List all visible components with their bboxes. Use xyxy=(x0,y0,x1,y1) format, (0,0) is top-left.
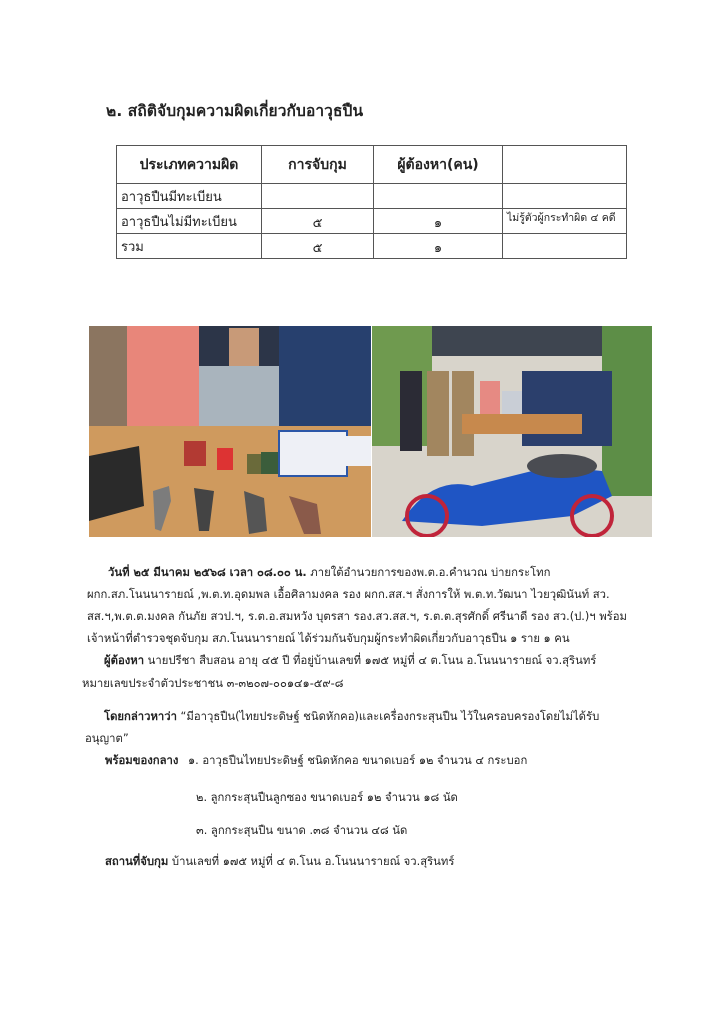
group-photo-illustration xyxy=(372,326,652,537)
cell-arrests xyxy=(262,184,374,209)
report-line-3: สส.ฯ,พ.ต.ต.มงคล กันภัย สวป.ฯ, ร.ต.อ.สมหวัง บุตรสา รอง.สว.สส.ฯ, ร.ต.ต.สุรศักดิ์ ศรีนาดี รอง สว.(ป.)ฯ พร้อม xyxy=(87,610,627,623)
firearm-stats-table xyxy=(116,145,627,259)
table-header-row xyxy=(117,146,627,184)
header-suspects: ผู้ต้องหา(คน) xyxy=(374,146,503,184)
cell-note: ไม่รู้ตัวผู้กระทำผิด ๔ คดี xyxy=(503,209,627,234)
section-heading: ๒. สถิติจับกุมความผิดเกี่ยวกับอาวุธปืน xyxy=(106,102,364,120)
evidence-line-1 xyxy=(105,750,527,772)
cell-note xyxy=(503,184,627,209)
evidence-item: ๑. อาวุธปืนไทยประดิษฐ์ ชนิดหักคอ ขนาดเบอร์ ๑๒ จำนวน ๔ กระบอก xyxy=(188,754,528,767)
group-photo xyxy=(372,326,652,537)
header-offense-type: ประเภทความผิด xyxy=(117,146,262,184)
cell-type: รวม xyxy=(117,234,262,259)
suspect-label: ผู้ต้องหา xyxy=(104,654,145,667)
cell-type: อาวุธปืนมีทะเบียน xyxy=(117,184,262,209)
cell-suspects: ๑ xyxy=(374,209,503,234)
cell-suspects xyxy=(374,184,503,209)
location-line xyxy=(105,851,454,873)
evidence-item: ๓. ลูกกระสุนปืน ขนาด .๓๘ จำนวน ๔๘ นัด xyxy=(196,824,408,837)
cell-note xyxy=(503,234,627,259)
table-row xyxy=(117,184,627,209)
header-arrests: การจับกุม xyxy=(262,146,374,184)
report-line-1 xyxy=(108,562,550,584)
suspect-line xyxy=(104,650,596,672)
suspect-text: นายปรีชา สืบสอน อายุ ๔๕ ปี ที่อยู่บ้านเลขที่ ๑๗๕ หมู่ที่ ๔ ต.โนน อ.โนนนารายณ์ จว.สุรินทร์ xyxy=(147,654,597,667)
charge-line xyxy=(104,706,599,728)
report-date: วันที่ ๒๕ มีนาคม ๒๕๖๘ เวลา ๐๘.๐๐ น. xyxy=(108,566,307,579)
cell-arrests: ๕ xyxy=(262,209,374,234)
location-text: บ้านเลขที่ ๑๗๕ หมู่ที่ ๔ ต.โนน อ.โนนนารายณ์ จว.สุรินทร์ xyxy=(171,855,455,868)
report-line-2: ผกก.สภ.โนนนารายณ์ ,พ.ต.ท.อุดมพล เอื้อศิลามงคล รอง ผกก.สส.ฯ สั่งการให้ พ.ต.ท.วัฒนา ไวยวุฒินันท์ สว. xyxy=(87,588,610,601)
evidence-photo xyxy=(89,326,371,537)
report-line-1-text: ภายใต้อำนวยการของพ.ต.อ.คำนวณ บ่ายกระโทก xyxy=(310,566,551,579)
header-note xyxy=(503,146,627,184)
charge-label: โดยกล่าวหาว่า xyxy=(104,710,177,723)
report-line-4: เจ้าหน้าที่ตำรวจชุดจับกุม สภ.โนนนารายณ์ ได้ร่วมกันจับกุมผู้กระทำผิดเกี่ยวกับอาวุธปืน ๑ ราย ๑ คน xyxy=(87,632,570,645)
charge-text: “มีอาวุธปืน(ไทยประดิษฐ์ ชนิดหักคอ)และเครื่องกระสุนปืน ไว้ในครอบครองโดยไม่ได้รับ xyxy=(180,710,600,723)
cell-arrests: ๕ xyxy=(262,234,374,259)
evidence-label: พร้อมของกลาง xyxy=(105,754,179,767)
suspect-id-line: หมายเลขประจำตัวประชาชน ๓-๓๒๐๗-๐๐๑๔๑-๕๙-๘ xyxy=(82,677,344,690)
evidence-item: ๒. ลูกกระสุนปืนลูกซอง ขนาดเบอร์ ๑๒ จำนวน ๑๘ นัด xyxy=(196,791,458,804)
table-row xyxy=(117,209,627,234)
charge-line-2: อนุญาต” xyxy=(85,732,129,745)
cell-suspects: ๑ xyxy=(374,234,503,259)
evidence-photo-illustration xyxy=(89,326,371,537)
cell-type: อาวุธปืนไม่มีทะเบียน xyxy=(117,209,262,234)
table-row-total xyxy=(117,234,627,259)
location-label: สถานที่จับกุม xyxy=(105,855,169,868)
